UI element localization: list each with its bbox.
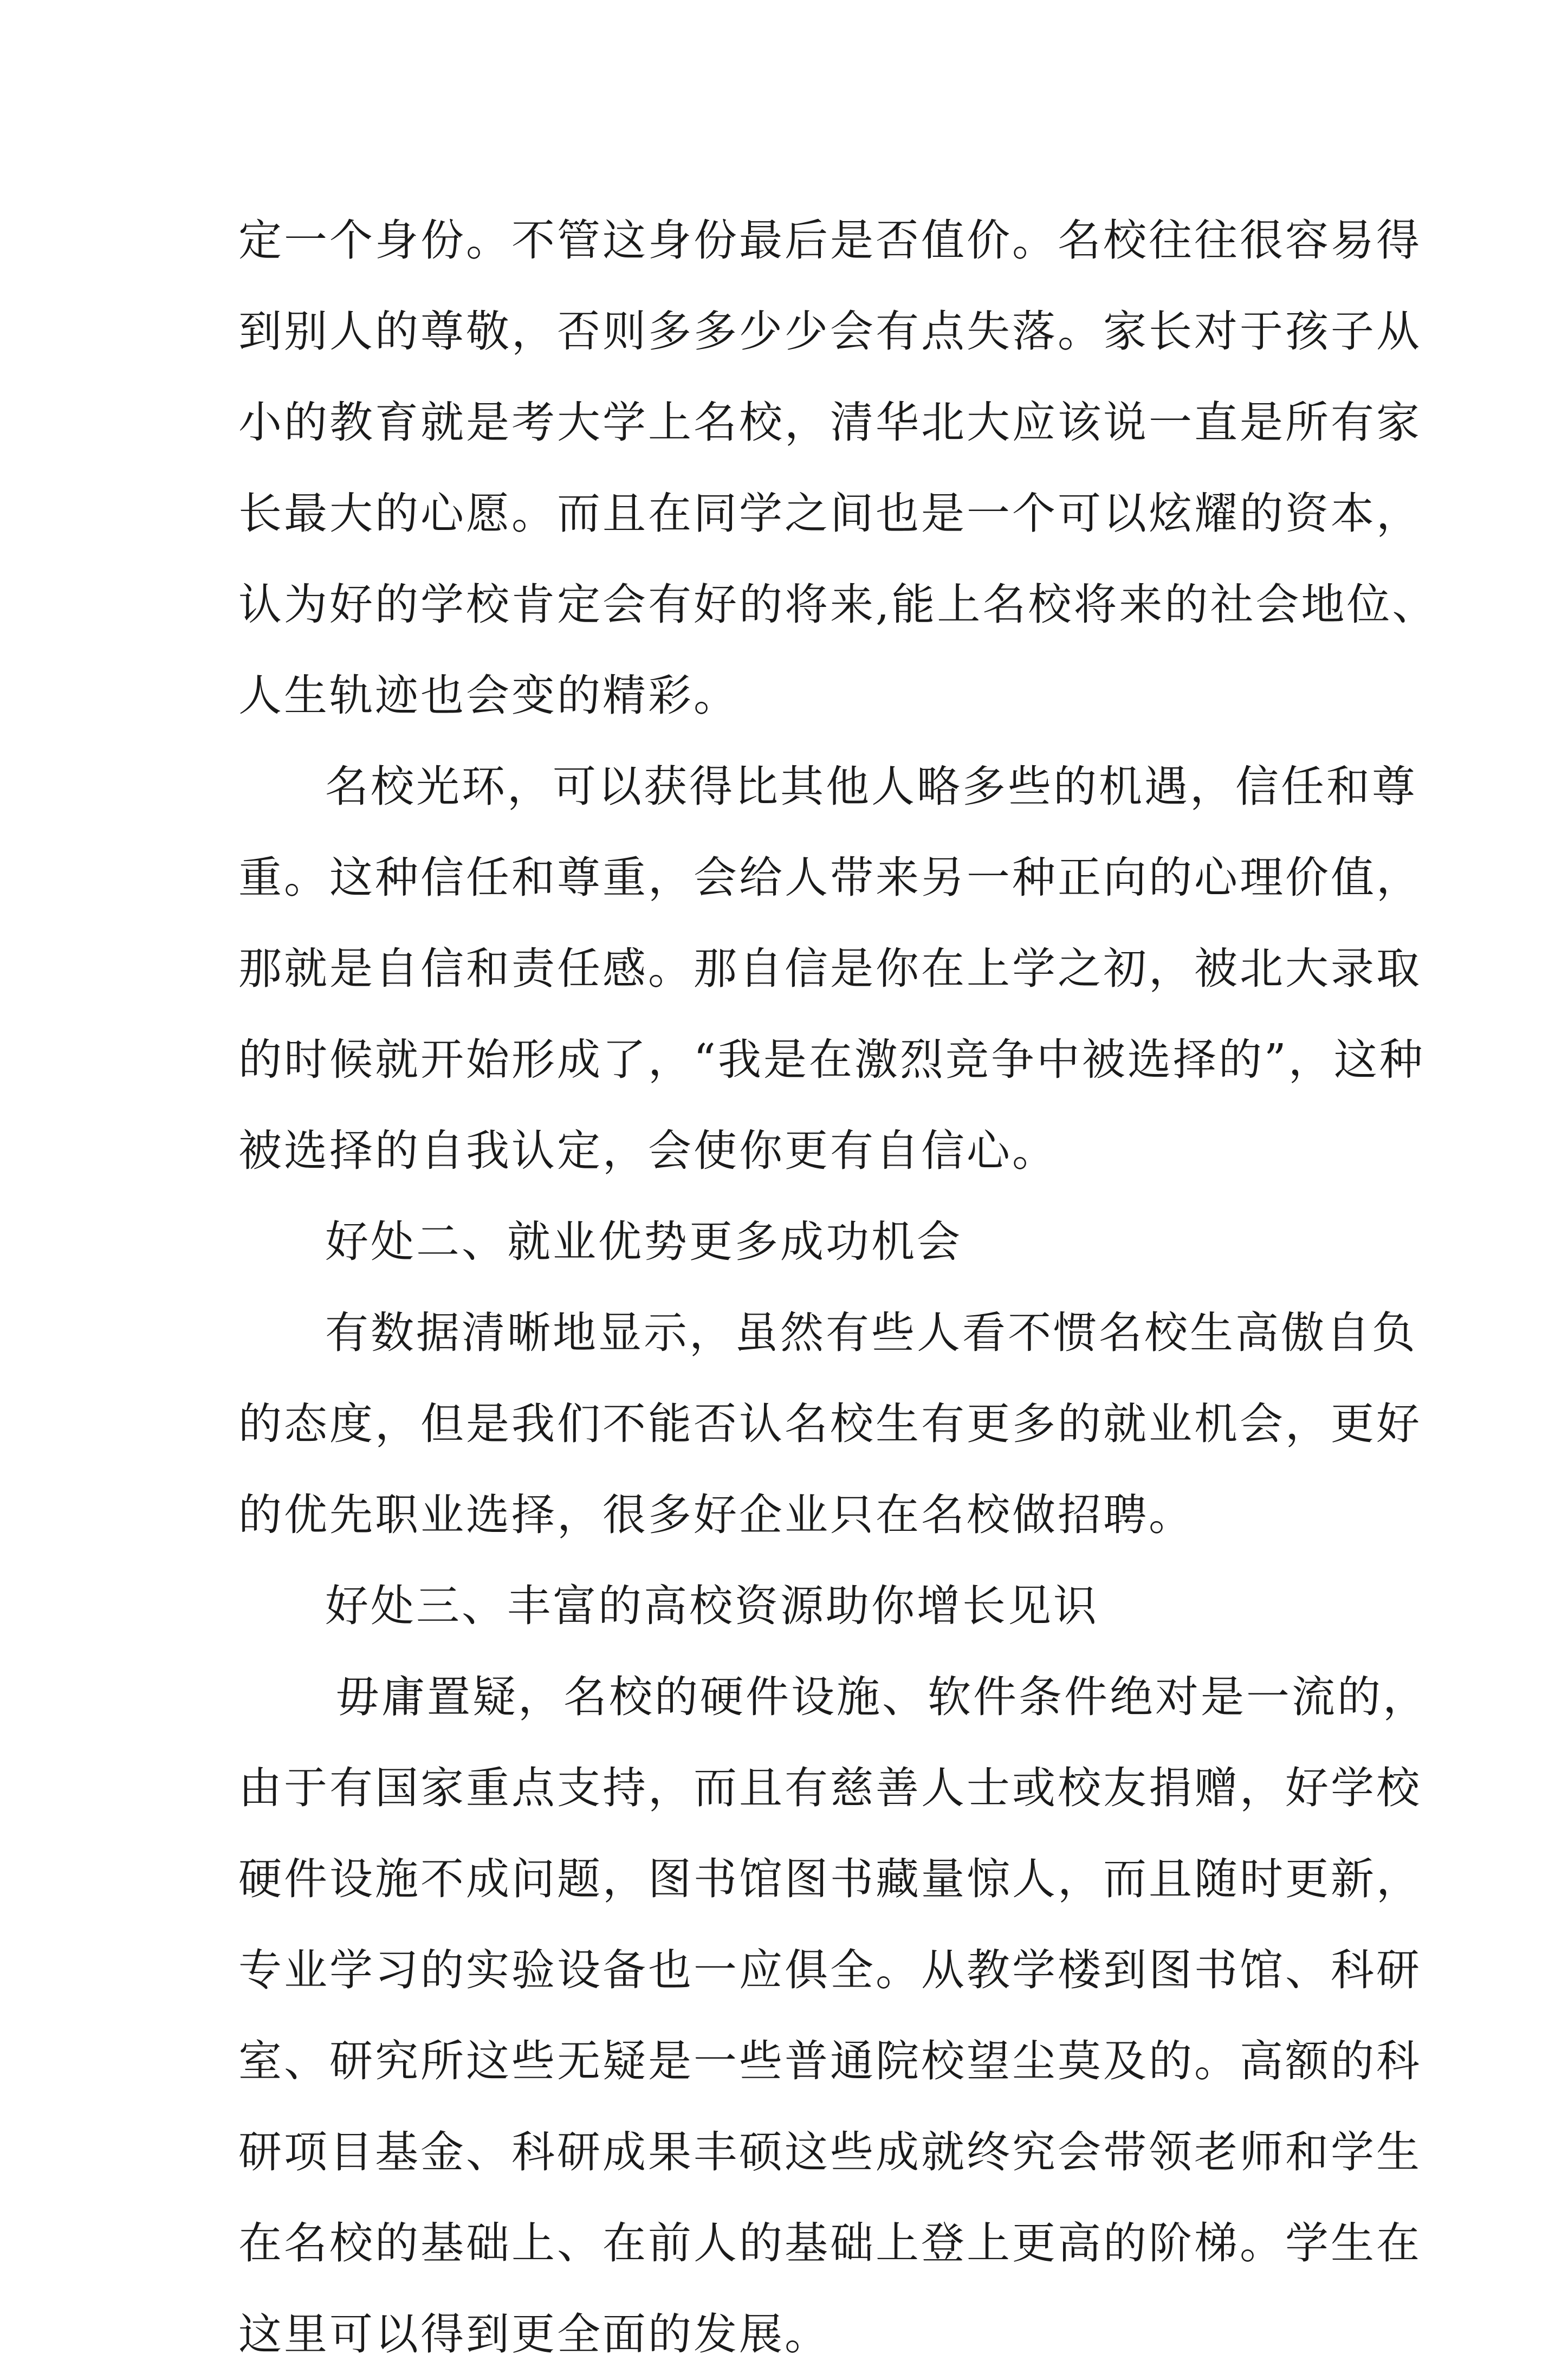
text-line: 这里可以得到更全面的发展。 xyxy=(238,2309,830,2359)
text-line: 专业学习的实验设备也一应俱全。从教学楼到图书馆、科研 xyxy=(238,1945,1422,1995)
text-line: 研项目基金、科研成果丰硕这些成就终究会带领老师和学生 xyxy=(238,2127,1422,2177)
text-line: 毋庸置疑，名校的硬件设施、软件条件绝对是一流的， xyxy=(336,1672,1428,1722)
text-line: 由于有国家重点支持，而且有慈善人士或校友捐赠，好学校 xyxy=(238,1763,1422,1813)
text-line: 的时候就开始形成了，“我是在激烈竞争中被选择的”，这种 xyxy=(238,1034,1425,1085)
text-line: 被选择的自我认定，会使你更有自信心。 xyxy=(238,1126,1058,1176)
section-heading: 好处三、丰富的高校资源助你增长见识 xyxy=(325,1581,1099,1631)
section-heading: 好处二、就业优势更多成功机会 xyxy=(325,1217,962,1267)
text-line: 的优先职业选择，很多好企业只在名校做招聘。 xyxy=(238,1490,1194,1540)
text-line: 的态度，但是我们不能否认名校生有更多的就业机会，更好 xyxy=(238,1399,1422,1449)
text-line: 那就是自信和责任感。那自信是你在上学之初，被北大录取 xyxy=(238,943,1422,994)
text-line: 有数据清晰地显示，虽然有些人看不惯名校生高傲自负 xyxy=(325,1308,1417,1358)
text-line: 小的教育就是考大学上名校，清华北大应该说一直是所有家 xyxy=(238,397,1422,448)
text-line: 认为好的学校肯定会有好的将来,能上名校将来的社会地位、 xyxy=(238,579,1438,630)
text-line: 人生轨迹也会变的精彩。 xyxy=(238,670,739,721)
document-body xyxy=(238,195,1438,2380)
text-line: 定一个身份。不管这身份最后是否值价。名校往往很容易得 xyxy=(238,215,1422,266)
text-line: 硬件设施不成问题，图书馆图书藏量惊人，而且随时更新， xyxy=(238,1854,1422,1904)
text-line: 重。这种信任和尊重，会给人带来另一种正向的心理价值， xyxy=(238,852,1422,903)
text-line: 室、研究所这些无疑是一些普通院校望尘莫及的。高额的科 xyxy=(238,2036,1422,2086)
text-line: 长最大的心愿。而且在同学之间也是一个可以炫耀的资本， xyxy=(238,488,1422,539)
text-line: 在名校的基础上、在前人的基础上登上更高的阶梯。学生在 xyxy=(238,2218,1422,2268)
text-line: 到别人的尊敬，否则多多少少会有点失落。家长对于孩子从 xyxy=(238,306,1422,357)
text-line: 名校光环，可以获得比其他人略多些的机遇，信任和尊 xyxy=(325,761,1417,812)
